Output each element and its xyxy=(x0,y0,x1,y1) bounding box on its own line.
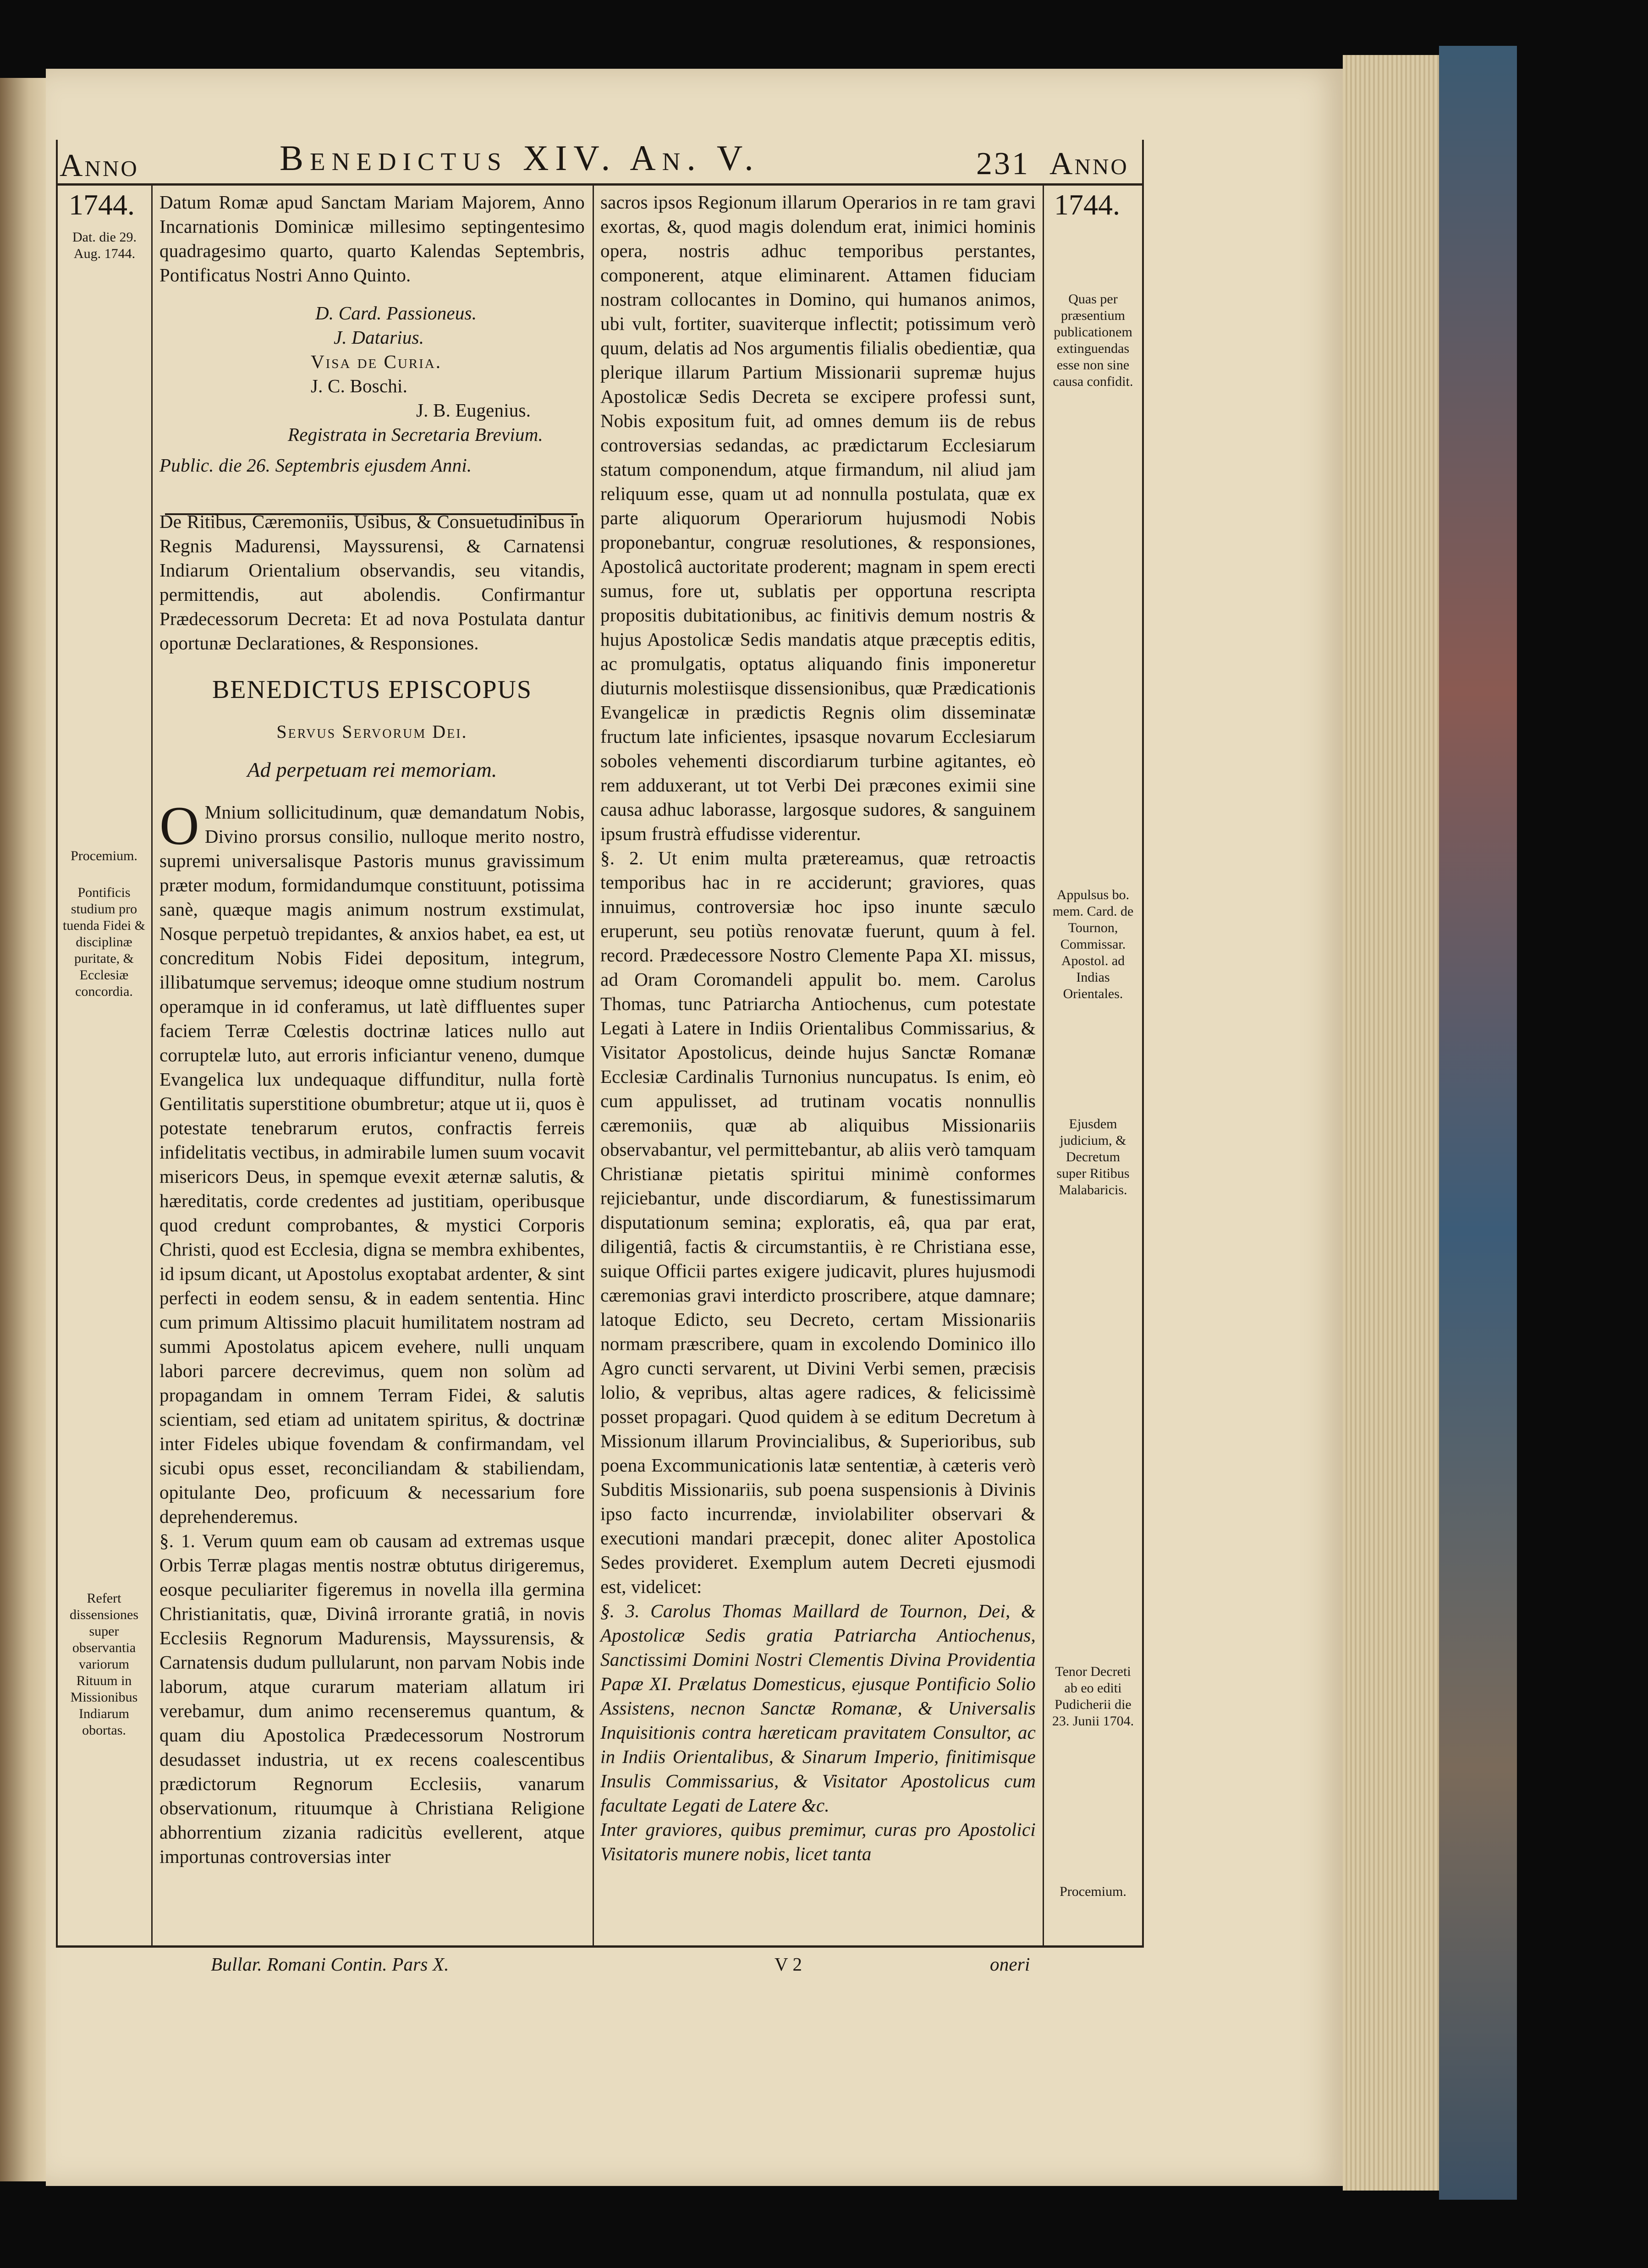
page-block-edge xyxy=(1343,55,1439,2191)
left-margin-rule xyxy=(151,183,153,1948)
drop-cap: O xyxy=(159,795,199,856)
book-cover xyxy=(1439,46,1517,2200)
servus-line: Servus Servorum Dei. xyxy=(276,721,468,742)
footer-signature: V 2 xyxy=(775,1954,802,1975)
header-anno-left: Anno xyxy=(60,148,139,183)
right-margin-rule xyxy=(1043,183,1044,1948)
summary-paragraph: De Ritibus, Cæremoniis, Usibus, & Consuetudinibus in Regnis Madurensi, Mayssurensi, & Carnatensi Indiarum Orientalium observandis, seu vitandis, permittendis, aut abolendis. Confirmantur Prædecessorum Decreta: Et ad nova Postulata dantur oportunæ Declarationes, & Responsiones. xyxy=(159,511,585,653)
margin-procemium-2: Procemium. xyxy=(1060,1884,1126,1899)
top-rule xyxy=(56,183,1142,186)
page-number: 231 xyxy=(976,146,1030,181)
ad-perpetuam-line: Ad perpetuam rei memoriam. xyxy=(247,758,497,781)
year-right: 1744. xyxy=(1054,188,1120,221)
section-3-paragraph: §. 3. Carolus Thomas Maillard de Tournon, Dei, & Apostolicæ Sedis gratia Patriarcha Antiochenus, Sanctissimi Domini Nostri Clementis Divina Providentia Papæ XI. Prælatus Domesticus, ejusque Pontificio Solio Assistens, necnon Sanctæ Romanæ, & Universalis Inquisitionis contra hæreticam pravitatem Consultor, ac in Indiis Orientalibus, & Sinarum Imperio, finitimisque Insulis Commissarius, & Visitator Apostolicus cum facultate Legati de Latere &c. xyxy=(600,1600,1036,1816)
signature-3: Visa de Curia. xyxy=(311,351,442,372)
bottom-rule xyxy=(56,1945,1142,1948)
signature-1: D. Card. Passioneus. xyxy=(315,302,477,324)
omnium-paragraph: Mnium sollicitudinum, quæ demandatum Nobis, Divino prorsus consilio, nulloque merito nostro, supremi universalisque Pastoris munus gravissimum præter modum, formidandumque constituunt, potissima sanè, quæque magis animum nostrum exstimulat, Nosque perpetuò trepidantes, & anxios habet, ea est, ut concreditum Nobis Fidei depositum, integrum, illibatumque servemus; ideoque omne studium nostrum operamque in id conferamus, ut latè diffluentes super faciem Terræ Cœlestis doctrinæ latices nullo aut corruptelæ luto, aut erroris inficiantur veneno, dumque Evangelica lux undequaque diffunditur, nulla fortè Gentilitatis superstitione obumbretur; atque ut ii, quos è potestate tenebrarum erutos, confractis ferreis infidelitatis vectibus, in admirabile lumen suum vocavit misericors Deus, in spemque evexit æternæ salutis, & hæreditatis, corde credentes ad justitiam, operibusque quod credunt comprobantes, & mystici Corporis Christi, quod est Ecclesia, digna se membra exhibentes, id ipsum dicant, ut Apostolus exoptabat ardenter, & sint perfecti in eodem sensu, & in eadem sententia. Hinc cum primum Altissimo placuit humilitatem nostram ad summi Apostolatus apicem evehere, nulli unquam labori parcere decrevimus, quem non solùm ad propagandam in omnem Terram Fidei, & salutis scientiam, sed etiam ad unitatem spiritus, & doctrinæ inter Fideles ubique fovendam & confirmandam, vel sicubi opus esset, reconciliandam & stabiliendam, opitulante Deo, proficuum & necessarium fore deprehenderemus. xyxy=(159,802,585,1527)
signature-5: J. B. Eugenius. xyxy=(416,400,531,421)
footer-catchword: oneri xyxy=(990,1954,1030,1975)
margin-appulsus: Appulsus bo. mem. Card. de Tournon, Commissar. Apostol. ad Indias Orientales. xyxy=(1052,887,1134,1001)
margin-refert: Refert dissensiones super observantia variorum Rituum in Missionibus Indiarum obortas. xyxy=(70,1591,138,1738)
left-column xyxy=(159,190,585,1869)
signature-6: Registrata in Secretaria Brevium. xyxy=(288,424,543,445)
section-2-paragraph: §. 2. Ut enim multa prætereamus, quæ retroactis temporibus hac in re acciderunt; graviores, quas innuimus, controversiæ hoc ipso inunte sæculo eruperunt, seu potiùs renovatæ fuerunt, quum à fel. record. Prædecessore Nostro Clemente Papa XI. missus, ad Oram Coromandeli appulit bo. mem. Carolus Thomas, tunc Patriarcha Antiochenus, cum potestate Legati à Latere in Indiis Orientalibus Commissarius, & Visitator Apostolicus, deinde hujus Sanctæ Romanæ Ecclesiæ Cardinalis Turnonius nuncupatus. Is enim, eò cum appulisset, ad trutinam vocatis nonnullis cæremoniis, quæ ab aliquibus Missionariis observabantur, vel permittebantur, ab aliis verò tamquam Christianæ pietatis spiritui minimè conformes rejiciebantur, unde discordiarum, & funestissimarum disputationum semina; exploratis, eâ, qua par erat, diligentiâ, factis & circumstantiis, è re Christiana esse, suique Officii partes exigere judicavit, plures hujusmodi cæremonias gravi interdicto proscribere, atque damnare; latoque Edicto, seu Decreto, certam Missionariis normam præscribere, quam in excolendo Dominico illo Agro cuncti servarent, ut Divini Verbi semen, præcisis lolio, & vepribus, altas agere radices, & felicissimè posset propagari. Quod quidem à se editum Decretum à Missionum illarum Provincialibus, & Superioribus, sub poena Excommunicationis latæ sententiæ, à cæteris verò Subditis Missionariis, sub poena suspensionis à Divinis ipso facto incurrendæ, inviolabiliter observari & executioni mandari præcepit, donec aliter Apostolica Sedes provideret. Exemplum autem Decreti ejusmodi est, videlicet: xyxy=(600,847,1036,1597)
margin-procemium: Procemium. xyxy=(71,848,137,863)
year-left: 1744. xyxy=(69,188,135,221)
signature-2: J. Datarius. xyxy=(334,327,424,348)
footer-citation: Bullar. Romani Contin. Pars X. xyxy=(211,1954,449,1975)
outer-right-rule xyxy=(1142,140,1144,1948)
header-title: Benedictus XIV. An. V. xyxy=(280,138,760,178)
outer-left-rule xyxy=(56,140,58,1948)
left-page-edge xyxy=(0,78,48,2181)
datum-paragraph: Datum Romæ apud Sanctam Mariam Majorem, Anno Incarnationis Dominicæ millesimo septingentesimo quadragesimo quarto, quarto Kalendas Septembris, Pontificatus Nostri Anno Quinto. xyxy=(159,192,585,286)
section-1-paragraph: §. 1. Verum quum eam ob causam ad extremas usque Orbis Terræ plagas mentis nostræ obtutus dirigeremus, eosque peculiariter figeremus in novella illa germina Christianitatis, quæ, Divinâ irrorante gratiâ, in novis Ecclesiis Regnorum Madurensis, Mayssurensis, & Carnatensis dudum pullularunt, non parvam Nobis inde laborum, atque curarum materiam allatum iri verebamur, dum animo recenseremus quantum, & quam diu Apostolica Prædecessorum Nostrorum desudasset industria, ut ex recens coalescentibus prædictorum Regnorum Ecclesiis, vanarum observationum, rituumque à Christiana Religione abhorrentium zizania radicitùs evellerent, atque importunas controversias inter xyxy=(159,1530,585,1867)
margin-quas: Quas per præsentium publicationem extinguendas esse non sine causa confidit. xyxy=(1053,291,1133,389)
margin-pontificis: Pontificis studium pro tuenda Fidei & disciplinæ puritate, & Ecclesiæ concordia. xyxy=(63,885,145,999)
main-heading: BENEDICTUS EPISCOPUS xyxy=(212,675,533,704)
margin-ejusdem: Ejusdem judicium, & Decretum super Ritibus Malabaricis. xyxy=(1056,1116,1130,1197)
margin-date: Dat. die 29. Aug. 1744. xyxy=(72,230,137,261)
column-rule xyxy=(593,183,594,1948)
inter-paragraph: Inter graviores, quibus premimur, curas pro Apostolici Visitatoris munere nobis, licet tanta xyxy=(600,1819,1036,1864)
right-paragraph-1: sacros ipsos Regionum illarum Operarios in re tam gravi exortas, &, quod magis dolendum erat, inimici hominis opera, nostris adhuc temporibus perstantes, componerent, atque eliminarent. Attamen fiduciam nostram collocantes in Domino, qui humanos animos, ubi vult, fortiter, suaviterque inflectit; potissimum verò quum, delatis ad Nos argumentis filialis obedientiæ, qua plerique illarum Partium Missionarii supremæ hujus Apostolicæ Sedis Decreta se excipere professi sunt, Nobis expositum fuit, ad omnes demum iis de rebus controversias sedandas, ac prædictarum Ecclesiarum statum componendum, atque firmandum, nil aliud jam reliquum esse, quam ut ad nonnulla postulata, quæ ex parte aliquorum Operariorum hujusmodi Nobis proponebantur, congruæ resolutiones, & responsiones, Apostolicâ auctoritate proderent; magnam in spem erecti sumus, fore ut, sublatis per opportuna rescripta propositis dubitationibus, ac finitivis demum nostris & hujus Apostolicæ Sedis mandatis atque præceptis editis, ac promulgatis, optatus aliquando finis imponeretur diuturnis molestiisque dissensionibus, quæ Prædicationis Evangelicæ in prædictis Regnis olim disseminatæ fructum late inficientes, ipsasque novarum Ecclesiarum soboles vehementi discordiarum turbine agitantes, eò rem adduxerant, ut tot Verbi Dei præcones eximii sine causa adhuc laborasse, largosque sudores, & sanguinem ipsum frustrà effudisse viderentur. xyxy=(600,192,1036,844)
publication-line: Public. die 26. Septembris ejusdem Anni. xyxy=(159,455,472,476)
margin-tenor: Tenor Decreti ab eo editi Pudicherii die 23. Junii 1704. xyxy=(1052,1664,1134,1729)
header-anno-right: Anno xyxy=(1049,146,1129,181)
right-column xyxy=(600,190,1036,1866)
signature-4: J. C. Boschi. xyxy=(311,375,408,396)
